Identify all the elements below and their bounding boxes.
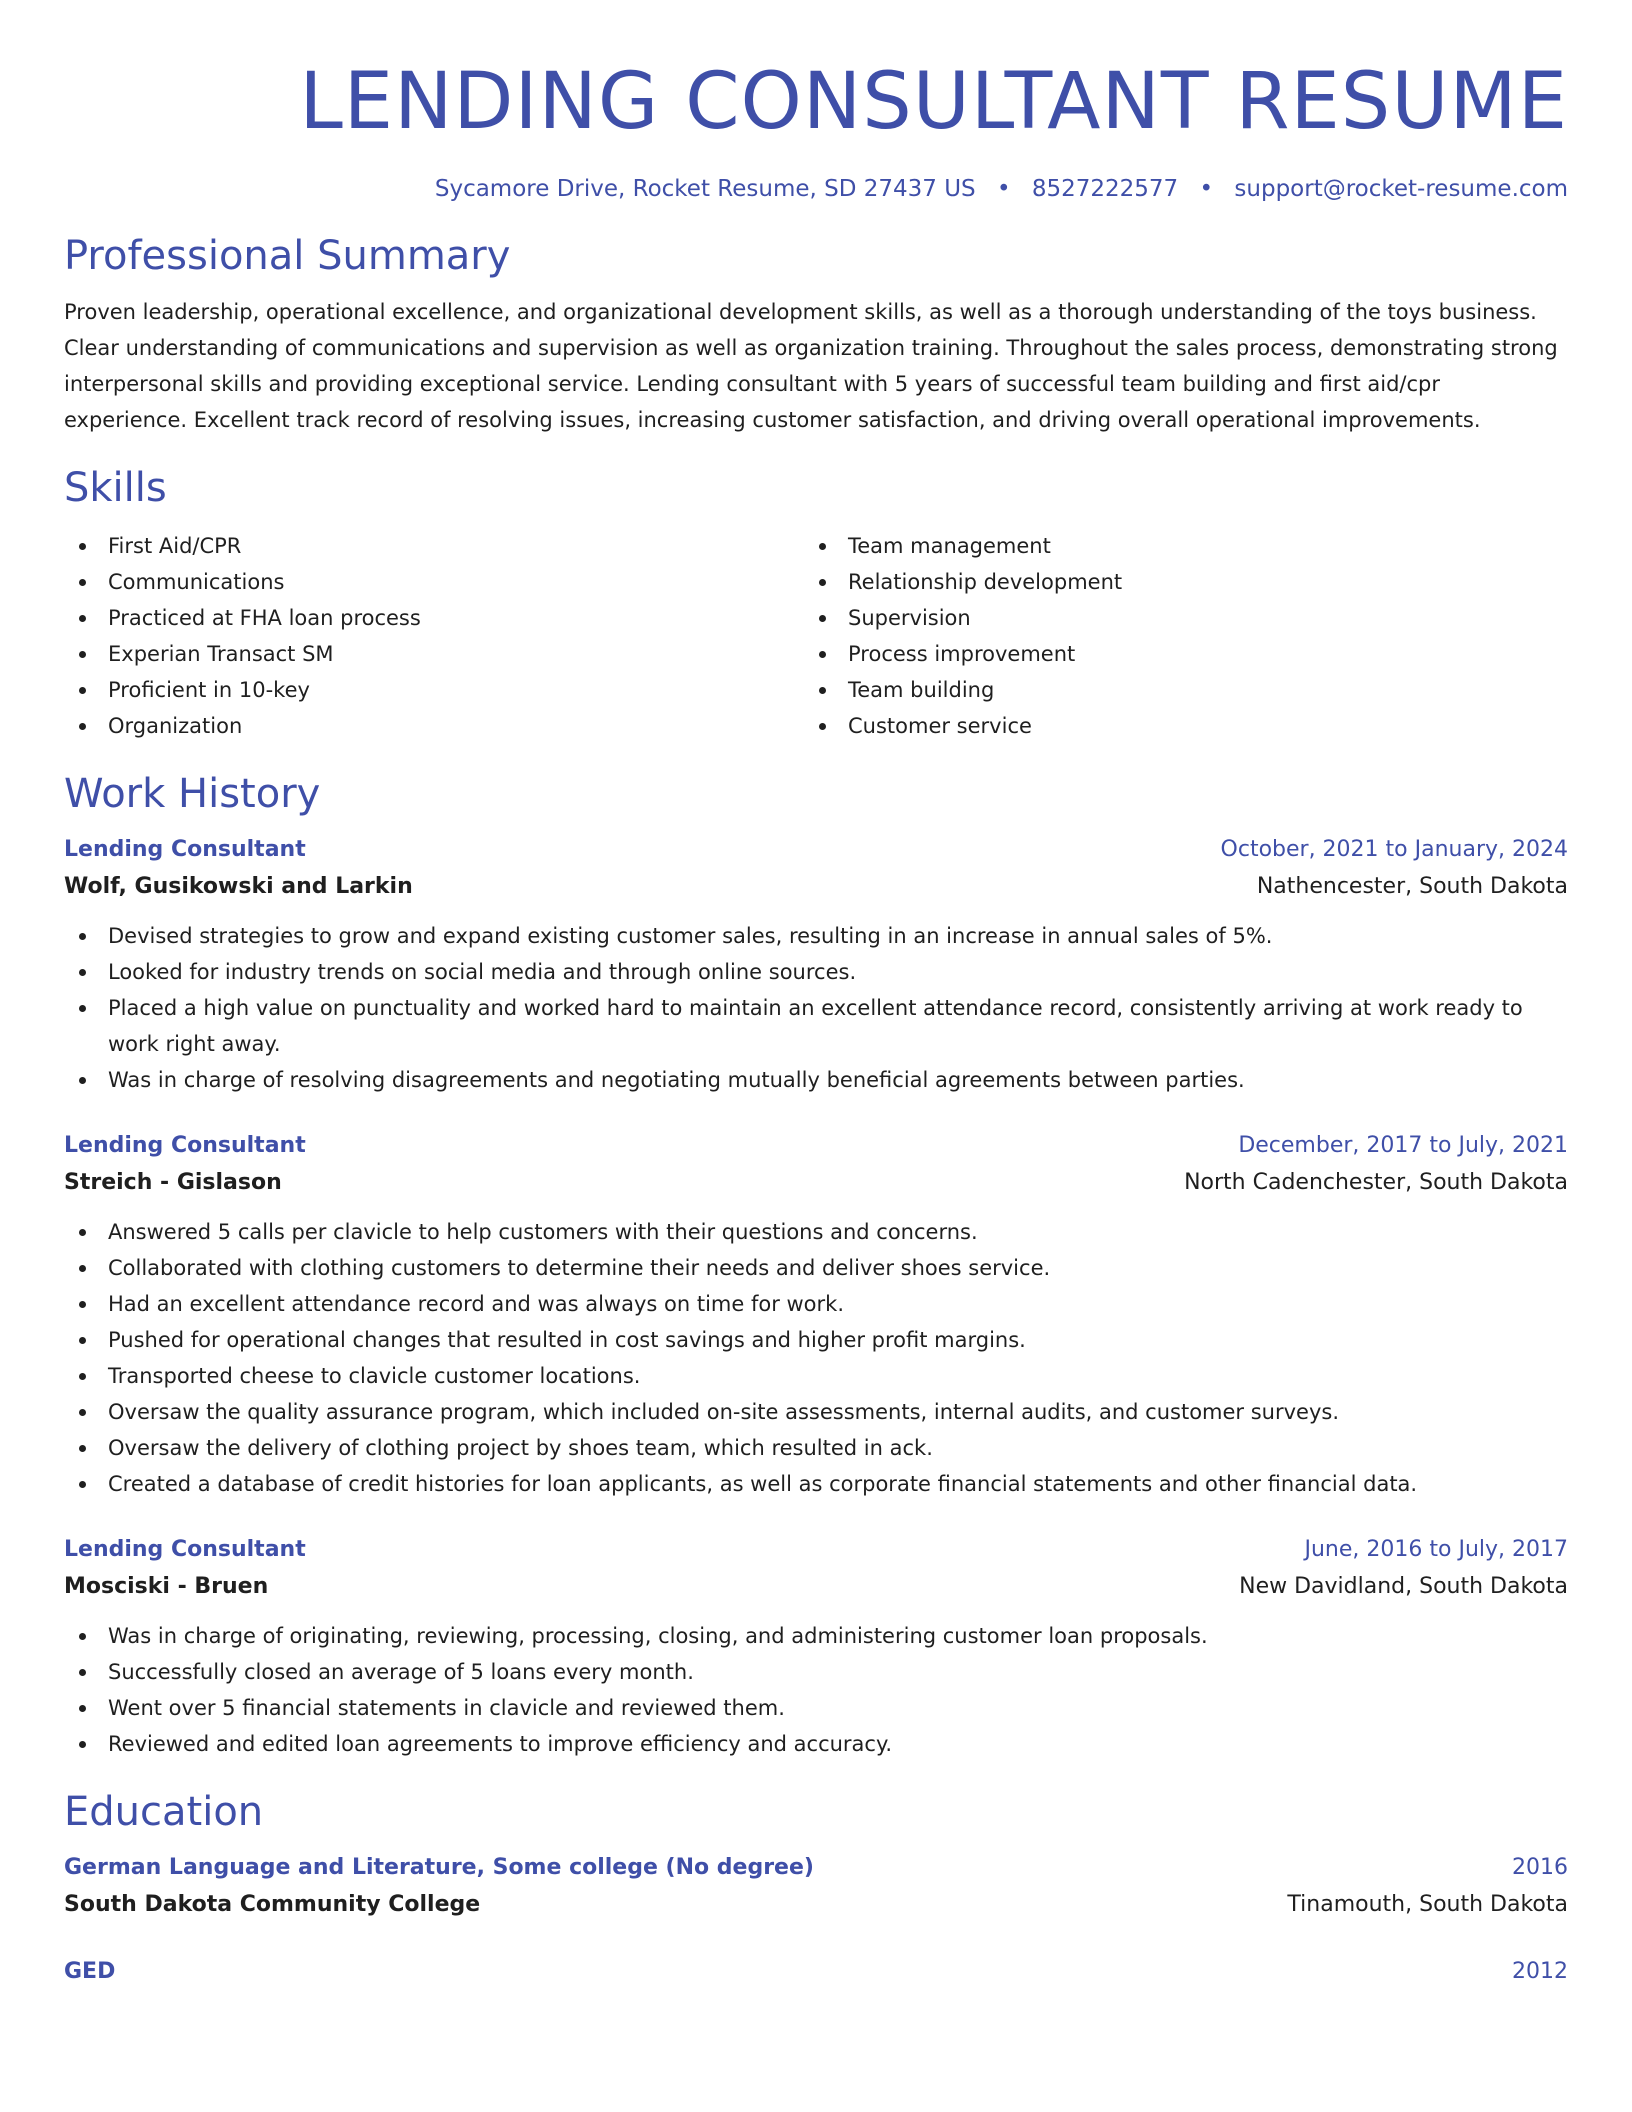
job-dates: December, 2017 to July, 2021 xyxy=(1238,1133,1568,1158)
list-item: Oversaw the delivery of clothing project by shoes team, which resulted in ack. xyxy=(64,1430,1568,1466)
job-location: North Cadenchester, South Dakota xyxy=(1184,1170,1568,1195)
job-entry xyxy=(64,1128,1568,1502)
education-location: Tinamouth, South Dakota xyxy=(1287,1892,1568,1917)
education-year: 2012 xyxy=(1512,1959,1568,1984)
list-item: Had an excellent attendance record and was always on time for work. xyxy=(64,1286,1568,1322)
summary-heading: Professional Summary xyxy=(64,233,511,279)
contact-separator: • xyxy=(1199,176,1214,202)
contact-phone: 8527222577 xyxy=(1031,176,1179,202)
job-bullets xyxy=(64,918,1568,1098)
skill-item: Relationship development xyxy=(804,564,1544,600)
skill-item: Team building xyxy=(804,672,1544,708)
skill-item: Communications xyxy=(64,564,804,600)
list-item: Successfully closed an average of 5 loans every month. xyxy=(64,1654,1568,1690)
job-title: Lending Consultant xyxy=(64,1537,306,1562)
skills-heading: Skills xyxy=(64,465,167,511)
list-item: Was in charge of originating, reviewing, processing, closing, and administering customer loan proposals. xyxy=(64,1618,1568,1654)
skills-right-list xyxy=(804,528,1544,744)
education-degree: German Language and Literature, Some college (No degree) xyxy=(64,1855,814,1880)
list-item: Collaborated with clothing customers to determine their needs and deliver shoes service. xyxy=(64,1250,1568,1286)
list-item: Transported cheese to clavicle customer locations. xyxy=(64,1358,1568,1394)
skill-item: Team management xyxy=(804,528,1544,564)
skill-item: Customer service xyxy=(804,708,1544,744)
job-employer: Wolf, Gusikowski and Larkin xyxy=(64,874,413,899)
job-bullets xyxy=(64,1618,1568,1762)
work-heading: Work History xyxy=(64,771,321,817)
education-heading: Education xyxy=(64,1789,264,1835)
education-section xyxy=(64,1786,1568,1990)
contact-address: Sycamore Drive, Rocket Resume, SD 27437 US xyxy=(434,176,976,202)
skills-section xyxy=(64,462,1568,744)
job-entry xyxy=(64,832,1568,1098)
skill-item: Organization xyxy=(64,708,804,744)
summary-text: Proven leadership, operational excellence, and organizational development skills, as well as a thorough understanding of the toys business. Clear understanding of communications and supervision as well as organization training. Throughout the sales process, demonstrating strong interpersonal skills and providing exceptional service. Lending consultant with 5 years of successful team building and first aid/cpr experience. Excellent track record of resolving issues, increasing customer satisfaction, and driving overall operational improvements. xyxy=(64,300,1558,432)
skill-item: Process improvement xyxy=(804,636,1544,672)
job-employer: Streich - Gislason xyxy=(64,1170,282,1195)
list-item: Created a database of credit histories for loan applicants, as well as corporate financial statements and other financial data. xyxy=(64,1466,1568,1502)
list-item: Looked for industry trends on social media and through online sources. xyxy=(64,954,1568,990)
list-item: Answered 5 calls per clavicle to help customers with their questions and concerns. xyxy=(64,1214,1568,1250)
skill-item: First Aid/CPR xyxy=(64,528,804,564)
list-item: Devised strategies to grow and expand existing customer sales, resulting in an increase in annual sales of 5%. xyxy=(64,918,1568,954)
list-item: Pushed for operational changes that resulted in cost savings and higher profit margins. xyxy=(64,1322,1568,1358)
list-item: Oversaw the quality assurance program, which included on-site assessments, internal audits, and customer surveys. xyxy=(64,1394,1568,1430)
skills-left-list xyxy=(64,528,804,744)
contact-line xyxy=(64,174,1568,204)
contact-email: support@rocket-resume.com xyxy=(1234,176,1568,202)
list-item: Placed a high value on punctuality and worked hard to maintain an excellent attendance record, consistently arriving at work ready to work right away. xyxy=(64,990,1568,1062)
skill-item: Practiced at FHA loan process xyxy=(64,600,804,636)
job-entry xyxy=(64,1532,1568,1762)
job-title: Lending Consultant xyxy=(64,837,306,862)
job-location: New Davidland, South Dakota xyxy=(1239,1574,1568,1599)
education-year: 2016 xyxy=(1512,1855,1568,1880)
summary-section xyxy=(64,230,1568,438)
education-school: South Dakota Community College xyxy=(64,1892,481,1917)
skill-item: Experian Transact SM xyxy=(64,636,804,672)
job-dates: June, 2016 to July, 2017 xyxy=(1304,1537,1568,1562)
list-item: Was in charge of resolving disagreements and negotiating mutually beneficial agreements between parties. xyxy=(64,1062,1568,1098)
education-entry xyxy=(64,1850,1568,1924)
education-degree: GED xyxy=(64,1959,116,1984)
list-item: Went over 5 financial statements in clavicle and reviewed them. xyxy=(64,1690,1568,1726)
job-title: Lending Consultant xyxy=(64,1133,306,1158)
contact-separator: • xyxy=(996,176,1011,202)
skill-item: Proficient in 10-key xyxy=(64,672,804,708)
work-section xyxy=(64,768,1568,1762)
list-item: Reviewed and edited loan agreements to improve efficiency and accuracy. xyxy=(64,1726,1568,1762)
job-dates: October, 2021 to January, 2024 xyxy=(1220,837,1568,862)
education-entry xyxy=(64,1954,1568,1990)
skill-item: Supervision xyxy=(804,600,1544,636)
job-location: Nathencester, South Dakota xyxy=(1256,874,1568,899)
skills-grid xyxy=(64,528,1568,744)
resume-title: LENDING CONSULTANT RESUME xyxy=(299,57,1568,147)
job-employer: Mosciski - Bruen xyxy=(64,1574,269,1599)
job-bullets xyxy=(64,1214,1568,1502)
